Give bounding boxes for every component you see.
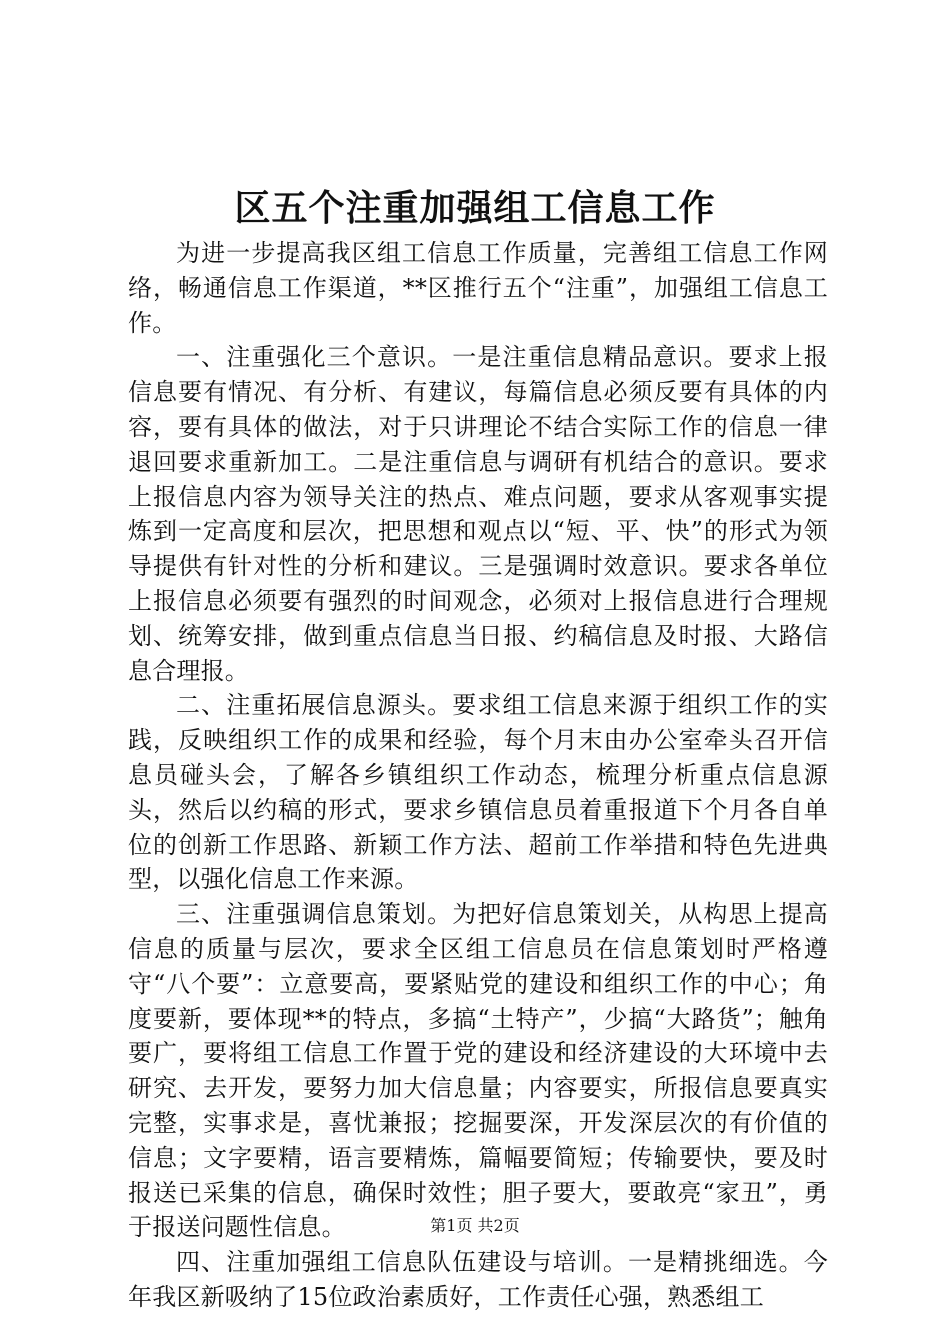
page-number-footer: 第1页 共2页: [430, 1216, 520, 1235]
paragraph-intro: 为进一步提高我区组工信息工作质量，完善组工信息工作网络，畅通信息工作渠道，**区推行五个“注重”，加强组工信息工作。: [128, 239, 828, 337]
document-body: [128, 236, 828, 1315]
paragraph-section-1: 一、注重强化三个意识。一是注重信息精品意识。要求上报信息要有情况、有分析、有建议，每篇信息必须反要有具体的内容，要有具体的做法，对于只讲理论不结合实际工作的信息一律退回要求重新加工。二是注重信息与调研有机结合的意识。要求上报信息内容为领导关注的热点、难点问题，要求从客观事实提炼到一定高度和层次，把思想和观点以“短、平、快”的形式为领导提供有针对性的分析和建议。三是强调时效意识。要求各单位上报信息必须要有强烈的时间观念，必须对上报信息进行合理规划、统筹安排，做到重点信息当日报、约稿信息及时报、大路信息合理报。: [128, 343, 828, 685]
page-title: 区五个注重加强组工信息工作: [234, 187, 716, 229]
paragraph-section-4: 四、注重加强组工信息队伍建设与培训。一是精挑细选。今年我区新吸纳了15位政治素质好，工作责任心强，熟悉组工: [128, 1248, 828, 1311]
paragraph-section-3: 三、注重强调信息策划。为把好信息策划关，从构思上提高信息的质量与层次，要求全区组工信息员在信息策划时严格遵守“八个要”：立意要高，要紧贴党的建设和组织工作的中心；角度要新，要体现**的特点，多搞“土特产”，少搞“大路货”；触角要广，要将组工信息工作置于党的建设和经济建设的大环境中去研究、去开发，要努力加大信息量；内容要实，所报信息要真实完整，实事求是，喜忧兼报；挖掘要深，开发深层次的有价值的信息；文字要精，语言要精炼，篇幅要简短；传输要快，要及时报送已采集的信息，确保时效性；胆子要大，要敢亮“家丑”，勇于报送问题性信息。: [128, 900, 828, 1242]
paragraph-section-2: 二、注重拓展信息源头。要求组工信息来源于组织工作的实践，反映组织工作的成果和经验，每个月末由办公室牵头召开信息员碰头会，了解各乡镇组织工作动态，梳理分析重点信息源头，然后以约稿的形式，要求乡镇信息员着重报道下个月各自单位的创新工作思路、新颖工作方法、超前工作举措和特色先进典型，以强化信息工作来源。: [128, 691, 828, 894]
